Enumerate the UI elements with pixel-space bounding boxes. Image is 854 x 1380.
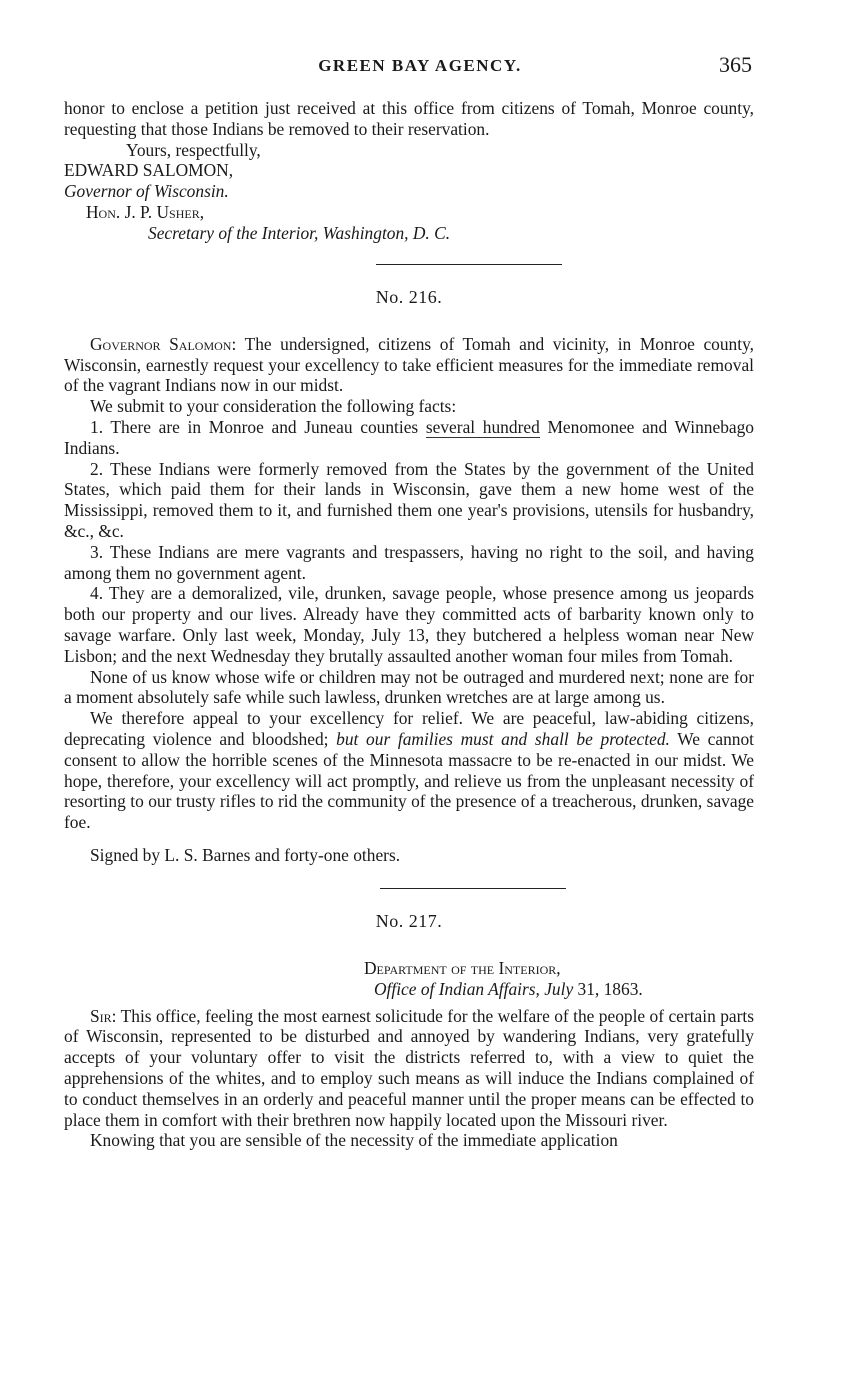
document-number-216: No. 216. (375, 287, 443, 308)
letter-217-salutation: Sir: (90, 1005, 117, 1026)
letter-217-paragraph-1 (64, 1006, 754, 1131)
petition-submit: We submit to your consideration the following facts: (90, 396, 457, 417)
addressee-title: Secretary of the Interior, Washington, D. C. (148, 222, 451, 243)
fact-1-after: Menomonee and Winnebago Indians. (64, 417, 754, 458)
running-head (88, 52, 752, 82)
petition-none-paragraph: None of us know whose wife or children may not be outraged and murdered next; none are for a moment absolutely safe while such lawless, drunken wretches are at large among us. (64, 666, 754, 708)
petition-fact-4: 4. They are a demoralized, vile, drunken, savage people, whose presence among us jeopards both our property and our lives. Already have they committed acts of barbarity known only to savage warfare. Only last week, Monday, July 13, they butchered a helpless woman near New Lisbon; and the next Wednesday they brutally assaulted another woman four miles from Tomah. (64, 583, 754, 666)
addressee-name (64, 202, 754, 223)
closing-salutation: Yours, respectfully, (126, 139, 261, 160)
petition-fact-3: 3. These Indians are mere vagrants and trespassers, having no right to the soil, and having among them no government agent. (64, 541, 754, 583)
office-date: 31, 1863. (573, 978, 643, 999)
running-title: GREEN BAY AGENCY. (318, 56, 522, 75)
body-text (64, 98, 754, 1151)
letter-217-paragraph-2: Knowing that you are sensible of the necessity of the immediate application (90, 1130, 618, 1151)
appeal-after: We cannot consent to allow the horrible scenes of the Minnesota massacre to be re-enacted in our midst. We hope, therefore, your excellency will act promptly, and relieve us from the unpleasant necessity of resorting to our trusty rifles to rid the community of the presence of a treacherous, drunken, savage foe. (64, 729, 755, 833)
appeal-before: We therefore appeal to your excellency for relief. We are peaceful, law-abiding citizens, deprecating violence and bloodshed; (64, 708, 754, 750)
page-number: 365 (719, 52, 752, 77)
department-name: Department of the Interior, (364, 958, 561, 979)
petition-fact-1 (64, 417, 754, 459)
petition-appeal (64, 708, 754, 833)
petition-salutation: Governor Salomon: (90, 333, 237, 354)
letter-217-para1-text: This office, feeling the most earnest solicitude for the welfare of the people of certain parts of Wisconsin, represented to be disturbed and annoyed by wandering Indians, very gratefully accepts of your voluntary offer to visit the districts referred to, with a view to quiet the apprehensions of the whites, and to employ such means as will induce the Indians complained of to conduct themselves in an orderly and peaceful manner until the proper means can be effected to place them in comfort with their brethren now happily located upon the Missouri river. (64, 1005, 754, 1130)
section-divider (380, 888, 566, 890)
fact-1-underlined: several hundred (425, 417, 540, 438)
department-heading (64, 958, 754, 979)
addressee-name-text: Hon. J. P. Usher, (86, 201, 205, 222)
fact-1-before: 1. There are in Monroe and Juneau counties (90, 417, 426, 438)
petition-fact-2: 2. These Indians were formerly removed from the States by the government of the United States, which paid them for their lands in Wisconsin, gave them a new home west of the Mississippi, removed them to it, and furnished them one year's provisions, utensils for husbandry, &c., &c. (64, 458, 754, 542)
petition-signed: Signed by L. S. Barnes and forty-one others. (90, 845, 401, 865)
signer-name: EDWARD SALOMON, (64, 160, 234, 181)
signer-title: Governor of Wisconsin. (64, 181, 229, 202)
letter-closing-paragraph: honor to enclose a petition just received at this office from citizens of Tomah, Monroe county, requesting that those Indians be removed to their reservation. (64, 98, 754, 139)
petition-opening-text: The undersigned, citizens of Tomah and vicinity, in Monroe county, Wisconsin, earnestly request your excellency to take efficient measures for the immediate removal of the vagrant Indians now in our midst. (64, 333, 755, 396)
section-divider (376, 264, 562, 266)
office-dateline (64, 979, 754, 1000)
office-name: Office of Indian Affairs, July (374, 978, 574, 999)
petition-opening (64, 334, 754, 396)
document-number-217: No. 217. (375, 911, 443, 932)
appeal-italic: but our families must and shall be protected. (336, 729, 670, 750)
